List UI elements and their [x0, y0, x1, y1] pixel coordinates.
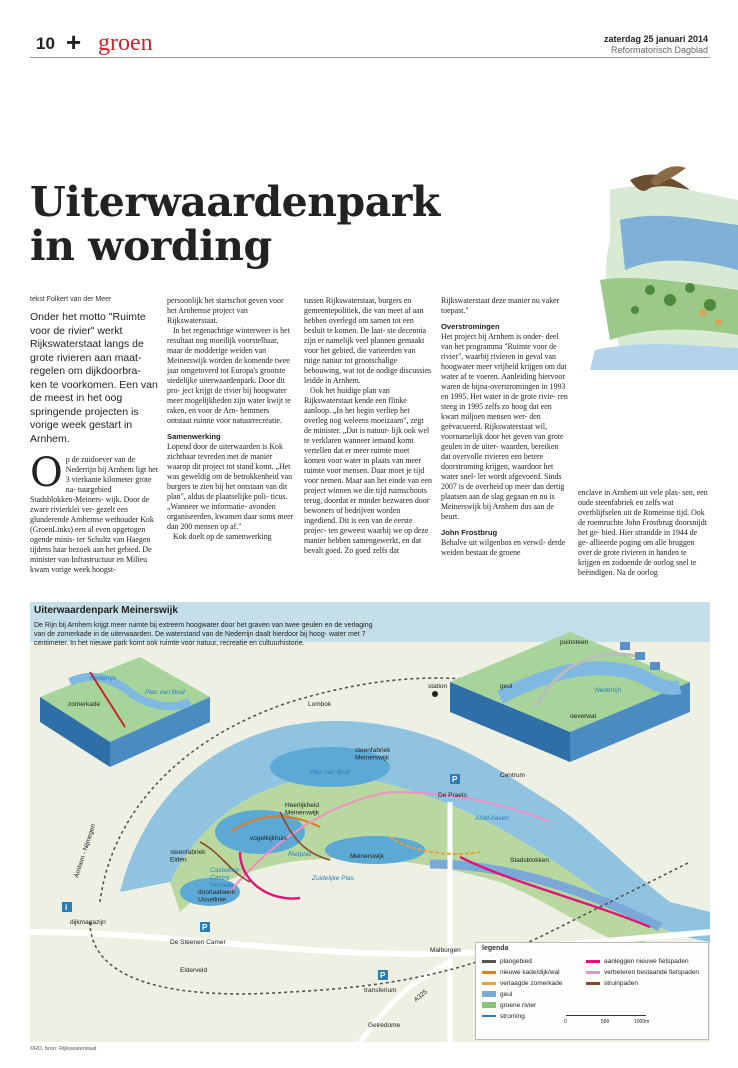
- scale-label-1000: 1000m: [634, 1019, 650, 1025]
- label-stadsblokken: Stadsblokken: [510, 857, 550, 864]
- parking-icon-praets: [450, 774, 460, 784]
- legend-item: groene rivier: [482, 1002, 536, 1009]
- column-5: [578, 488, 708, 578]
- col3-paragraph-1: tussen Rijkswaterstaat, burgers en gemeentepolitiek, die van meet af aan hebben overlegd om samen tot een besluit te komen. De laat- ste decennia zijn er namelijk veel plannen gemaakt voor het gebied, die varieerden van ruige natuur tot grootschalige bebouwing, wat tot de nodige discussies leidde in Arnhem.: [304, 296, 432, 385]
- section-title: groen: [98, 30, 153, 56]
- subheading-samenwerking: Samenwerking: [167, 432, 221, 441]
- legend-item: verlaagde zomerkade: [482, 980, 563, 987]
- scale-label-0: 0: [564, 1019, 567, 1025]
- publication-date: zaterdag 25 januari 2014: [603, 34, 708, 44]
- label-vogelkijkhuis: vogelkijkhuis: [250, 835, 287, 842]
- label-centrum: Centrum: [500, 772, 525, 779]
- label-malburgen: Malburgen: [430, 947, 461, 954]
- column-4: [441, 296, 569, 558]
- legend-item: aanleggen nieuwe fietspaden: [586, 958, 689, 965]
- svg-text:i: i: [65, 903, 68, 912]
- label-nederrijn-left: Nederrijn: [90, 675, 117, 682]
- label-elderveld: Elderveld: [180, 967, 208, 974]
- col2-paragraph-4: Kok doelt op de samenwerking: [173, 532, 272, 541]
- label-heerlijkheid: Heerlijkheid Meinerswijk: [285, 802, 319, 817]
- map-title: Uiterwaardenpark Meinerswijk: [34, 605, 178, 616]
- legend-title: legenda: [482, 945, 509, 952]
- label-asm-haven: ASM-haven: [475, 815, 509, 822]
- svg-text:P: P: [380, 971, 386, 980]
- column-3: [304, 296, 432, 556]
- label-castellum: Castellum Castra Herculis: [210, 867, 239, 889]
- col2-paragraph-1: persoonlijk het startschot geven voor het Arnhemse project van Rijkswaterstaat.: [167, 296, 284, 325]
- parking-icon-camer: [200, 922, 210, 932]
- label-dijkmagazijn: dijkmagazijn: [70, 919, 106, 926]
- page-number: 10: [36, 34, 55, 53]
- col4-paragraph-1: Rijkswaterstaat deze manier nu vaker toepast.": [441, 296, 560, 315]
- intro-text: Onder het motto "Ruimte voor de rivier" werkt Rijkswaterstaat langs de grote rivieren aan maat- regelen om dijkdoorbra- ken te voorkomen. Een van de meest in het oog springende projecten is vorige week gestart in Arnhem.: [30, 311, 158, 445]
- column-1-text: p de zuidoever van de Nederrijn bij Arnhem ligt het 3 vierkante kilometer grote na- tuurgebied Stadsblokken-Meiners- wijk. Door de zware rivierklei ver- gezelt een glunderende Arnhemse wethouder Kok (GroenLinks) een al even opgetogen ogende minis- ter Schultz van Haegen tijdens haar bezoek aan het gebied. De minister van Infrastructuur en Milieu kwam vorige week hoogst-: [30, 455, 158, 574]
- headline-line-2: in wording: [30, 222, 272, 270]
- date-block: [604, 34, 708, 56]
- label-de-praets: De Praets: [438, 792, 467, 799]
- label-meinerswijk: Meinerswijk: [350, 853, 384, 860]
- station-marker: [432, 691, 438, 697]
- legend-item: struinpaden: [586, 980, 638, 987]
- label-a325: A325: [412, 988, 429, 1004]
- label-steenfabriek-elden: steenfabriek Elden: [170, 849, 206, 864]
- label-steenfabriek-meinerswijk: steenfabriek Meinerswijk: [355, 747, 391, 762]
- label-doorlaatwerk: doorlaatwerk IJssellinie: [198, 889, 236, 904]
- plus-icon: +: [66, 27, 82, 57]
- drop-cap: O: [30, 450, 63, 496]
- label-de-steenen-camer: De Steenen Camer: [170, 939, 226, 946]
- header-rule: [30, 57, 710, 58]
- legend-item: plangebied: [482, 958, 532, 965]
- label-nederrijn-right: Nederrijn: [595, 687, 622, 694]
- svg-text:P: P: [452, 775, 458, 784]
- legend-item: nieuwe kade/dijk/wal: [482, 969, 560, 976]
- map-credit: ©RD, bron: Rijkswaterstaat: [30, 1046, 97, 1052]
- map-legend: [475, 942, 709, 1040]
- svg-text:P: P: [202, 923, 208, 932]
- label-plas-van-bruil-map: Plas van Bruil: [310, 769, 350, 776]
- park-illustration: [590, 160, 738, 370]
- column-2: [167, 296, 295, 542]
- col2-paragraph-3: Lopend door de uiterwaarden is Kok zichtbaar tevreden met de manier waarop dit project tot stand komt. „Het was geweldig om de betrokkenheid van burgers te zien bij het ontstaan van dit plan", aldus de plaatselijke poli- ticus. „Wanneer we informatie- avonden organiseerden, kwamen daar soms meer dan 200 mensen op af.": [167, 442, 294, 531]
- col4-paragraph-2: Het project bij Arnhem is onder- deel van het programma "Ruimte voor de rivier", waarbij rivieren in geval van hoogwater meer vrijheid krijgen om dat water af te voeren. Aanleiding hiervoor waren de bijna-overstromingen in 1993 en 1995. Het water in de grote rivie- ren steeg in 1995 zelfs zo hoog dat een kwart miljoen mensen wer- den geëvacueerd. Rijkswaterstaat wil, voornamelijk door het geven van grote geulen in de uiter- waarden, bereiken dat overvolle rivieren een betere doorstroming krijgen, waardoor het water snel- ler wordt afgevoerd. Sinds 2007 is de overheid op meer dan dertig plaatsen aan de slag gegaan en nu is Meinerswijk bij Arnhem dus aan de beurt.: [441, 332, 568, 521]
- subheading-john-frostbrug: John Frostbrug: [441, 528, 498, 537]
- label-gelredome: Gelredome: [368, 1022, 401, 1029]
- column-1: [30, 450, 158, 575]
- label-geul: geul: [500, 683, 513, 690]
- col4-paragraph-3: Behalve uit wilgenbos en verwil- derde weiden bestaat de groene: [441, 538, 566, 557]
- legend-item: verbeteren bestaande fietspaden: [586, 969, 699, 976]
- headline-line-1: Uiterwaardenpark: [30, 178, 440, 226]
- label-plas-van-bruil-block: Plas van Bruil: [145, 689, 185, 696]
- byline: tekst Folkert van der Meer: [30, 296, 112, 303]
- label-station: station: [428, 683, 448, 690]
- map-description: De Rijn bij Arnhem krijgt meer ruimte bij extreem hoogwater door het graven van twee geulen en de verlaging van de zomerkade in de uiterwaarden. De waterstand van de Nederrijn daalt hierdoor bij hoog- water met 7 centimeter. In het nieuwe park komt ook ruimte voor natuur, recreatie en cultuurhistorie.: [34, 622, 373, 647]
- label-transferium: transferium: [364, 987, 397, 994]
- label-arnhem-nijmegen: Arnhem - Nijmegen: [73, 823, 98, 879]
- scale-bar: [566, 1015, 646, 1016]
- legend-item: stroming: [482, 1013, 525, 1020]
- label-puinsteen: puinsteen: [560, 639, 589, 646]
- col5-paragraph-1: enclave in Arnhem uit vele plas- sen, een oude steenfabriek en zelfs wat overblijfselen uit de Romeinse tijd. Ook de roemruchte John Frostbrug doorsnijdt het ge- bied. Hier strandde in 1944 de ge- allieerde poging om alle bruggen over de grote rivieren in handen te krijgen en zodoende de oorlog snel te beëindigen. Na de oorlog: [578, 488, 708, 577]
- label-oeverwal: oeverwal: [570, 713, 597, 720]
- label-zomerkade: zomerkade: [68, 701, 101, 708]
- scale-label-500: 500: [601, 1019, 610, 1025]
- legend-item: geul: [482, 991, 512, 998]
- publication-name: Reformatorisch Dagblad: [610, 45, 708, 55]
- parking-icon-transferium: [378, 970, 388, 980]
- info-icon: [62, 902, 72, 912]
- subheading-overstromingen: Overstromingen: [441, 322, 500, 331]
- headline: [30, 180, 440, 268]
- label-rietplas: Rietplas: [288, 851, 312, 858]
- col3-paragraph-2: Ook het huidige plan van Rijkswaterstaat kende een flinke aanloop. „In het begin verliep het overleg nog weleens moeizaam", zegt de minister. „Dat is natuur- lijk ook wel te verklaren wanneer iemand komt vertellen dat er meer ruimte moet komen voor water in plaats van meer ruimte voor mensen. Daar moet je tijd voor nemen. Maar aan het einde van een project winnen we die tijd ruimschoots terug, doordat er minder bezwaren door bewoners of bedrijven worden ingediend. Dit is een van de eerste projec- ten geweest waarbij we op deze manier hebben samengewerkt, en dat bevalt goed. Zo goed zelfs dat: [304, 386, 432, 555]
- col2-paragraph-2: In het regenachtige winterweer is het resultaat nog moeilijk voorstelbaar, maar de modderige weiden van Meinerswijk worden de komende twee jaar omgetoverd tot Europa's grootste stedelijke uiterwaardenpark. Door dit pro- ject krijgt de rivier bij hoogwater meer mogelijkheden zijn water kwijt te raken, en voor de Arn- hemmers ontstaat ruimte voor natuurrecreatie.: [167, 326, 291, 425]
- label-zuidelijke-plas: Zuidelijke Plas: [312, 875, 354, 882]
- label-lombok: Lombok: [308, 701, 332, 708]
